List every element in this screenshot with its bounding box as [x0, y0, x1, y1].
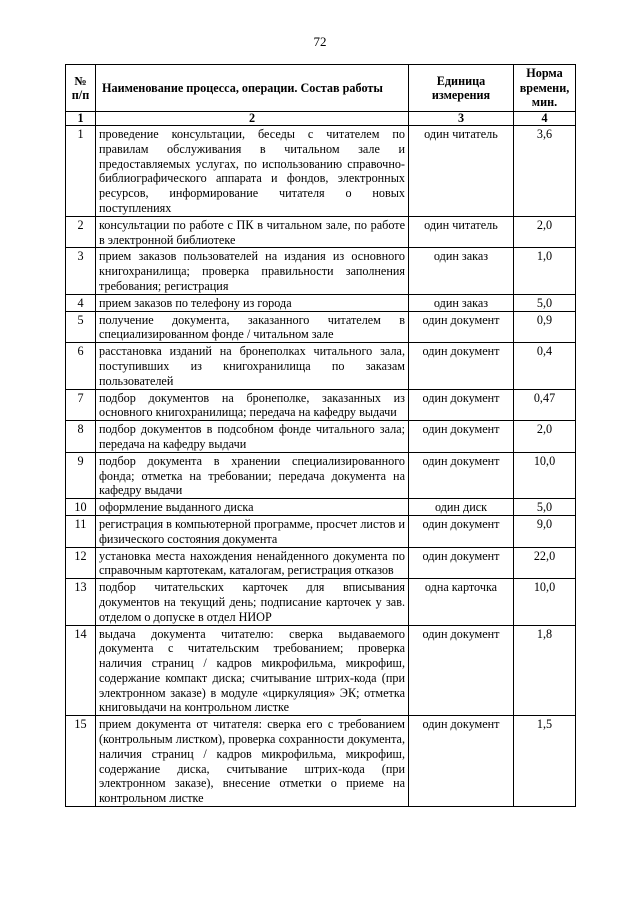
- table-row: [66, 126, 576, 217]
- row-norm: 1,0: [514, 248, 576, 294]
- column-number: 1: [66, 112, 96, 126]
- row-process-text: получение документа, заказанного читателем в специализированном фонде / читальном зале: [96, 311, 409, 343]
- row-number: 3: [66, 248, 96, 294]
- row-process-text: прием заказов пользователей на издания из основного книгохранилища; проверка правильности заполнения требования; регистрация: [96, 248, 409, 294]
- row-norm: 10,0: [514, 452, 576, 498]
- norms-table: [65, 64, 576, 807]
- row-norm: 0,4: [514, 343, 576, 389]
- row-norm: 2,0: [514, 216, 576, 248]
- row-number: 13: [66, 579, 96, 625]
- row-unit: один документ: [409, 515, 514, 547]
- row-unit: один документ: [409, 547, 514, 579]
- row-process-text: прием заказов по телефону из города: [96, 294, 409, 311]
- table-row: [66, 515, 576, 547]
- row-norm: 0,47: [514, 389, 576, 421]
- row-number: 7: [66, 389, 96, 421]
- table-row: [66, 294, 576, 311]
- row-unit: один читатель: [409, 216, 514, 248]
- row-number: 8: [66, 421, 96, 453]
- row-number: 1: [66, 126, 96, 217]
- column-number: 4: [514, 112, 576, 126]
- column-number: 3: [409, 112, 514, 126]
- row-process-text: расстановка изданий на бронеполках читального зала, поступивших из книгохранилища по заказам пользователей: [96, 343, 409, 389]
- page-number: 72: [313, 34, 327, 49]
- row-unit: один документ: [409, 716, 514, 807]
- row-number: 9: [66, 452, 96, 498]
- row-process-text: проведение консультации, беседы с читателем по правилам обслуживания в читальном зале и предоставляемых услугах, по использованию справочно-библиографического аппарата и фондов, электронных ресурсов, информирование читателя о новых поступлениях: [96, 126, 409, 217]
- row-number: 14: [66, 625, 96, 716]
- row-norm: 5,0: [514, 499, 576, 516]
- row-number: 5: [66, 311, 96, 343]
- row-unit: один документ: [409, 452, 514, 498]
- column-number: 2: [96, 112, 409, 126]
- table-row: [66, 248, 576, 294]
- column-number-row: [66, 112, 576, 126]
- header-norm: Норма времени, мин.: [514, 65, 576, 112]
- row-unit: один документ: [409, 311, 514, 343]
- table-row: [66, 421, 576, 453]
- row-process-text: выдача документа читателю: сверка выдаваемого документа с читательским требованием; проверка наличия страниц / кадров микрофильма, микрофиш, содержание компакт диска; считывание штрих-кода (при электронном заказе) в модуле «циркуляция» ЭК; отметка книговыдачи на контрольном листке: [96, 625, 409, 716]
- table-row: [66, 547, 576, 579]
- row-norm: 2,0: [514, 421, 576, 453]
- header-name: Наименование процесса, операции. Состав работы: [96, 65, 409, 112]
- row-unit: один документ: [409, 389, 514, 421]
- row-number: 2: [66, 216, 96, 248]
- table-header-row: [66, 65, 576, 112]
- row-norm: 10,0: [514, 579, 576, 625]
- row-norm: 0,9: [514, 311, 576, 343]
- table-row: [66, 452, 576, 498]
- table-row: [66, 579, 576, 625]
- table-row: [66, 716, 576, 807]
- row-process-text: оформление выданного диска: [96, 499, 409, 516]
- row-unit: один заказ: [409, 294, 514, 311]
- header-unit: Единица измерения: [409, 65, 514, 112]
- table-row: [66, 216, 576, 248]
- row-process-text: установка места нахождения ненайденного документа по справочным картотекам, каталогам, регистрация отказов: [96, 547, 409, 579]
- row-number: 10: [66, 499, 96, 516]
- row-unit: один документ: [409, 343, 514, 389]
- table-row: [66, 343, 576, 389]
- row-process-text: подбор документов на бронеполке, заказанных из основного книгохранилища; передача на кафедру выдачи: [96, 389, 409, 421]
- row-number: 11: [66, 515, 96, 547]
- row-process-text: подбор читательских карточек для вписывания документов на текущий день; подписание карточек у зав. отделом о допуске в отдел НИОР: [96, 579, 409, 625]
- row-number: 6: [66, 343, 96, 389]
- header-num: № п/п: [66, 65, 96, 112]
- row-process-text: подбор документов в подсобном фонде читального зала; передача на кафедру выдачи: [96, 421, 409, 453]
- row-unit: один читатель: [409, 126, 514, 217]
- row-norm: 22,0: [514, 547, 576, 579]
- row-unit: один заказ: [409, 248, 514, 294]
- row-process-text: консультации по работе с ПК в читальном зале, по работе в электронной библиотеке: [96, 216, 409, 248]
- row-number: 12: [66, 547, 96, 579]
- table-row: [66, 311, 576, 343]
- row-number: 4: [66, 294, 96, 311]
- row-unit: один диск: [409, 499, 514, 516]
- row-norm: 9,0: [514, 515, 576, 547]
- row-unit: одна карточка: [409, 579, 514, 625]
- row-norm: 5,0: [514, 294, 576, 311]
- table-row: [66, 389, 576, 421]
- row-norm: 1,8: [514, 625, 576, 716]
- row-unit: один документ: [409, 625, 514, 716]
- row-process-text: подбор документа в хранении специализированного фонда; отметка на требовании; передача документа на кафедру выдачи: [96, 452, 409, 498]
- row-norm: 1,5: [514, 716, 576, 807]
- table-row: [66, 499, 576, 516]
- table-row: [66, 625, 576, 716]
- row-process-text: регистрация в компьютерной программе, просчет листов и физического состояния документа: [96, 515, 409, 547]
- row-number: 15: [66, 716, 96, 807]
- row-process-text: прием документа от читателя: сверка его с требованием (контрольным листком), проверка сохранности документа, наличия страниц / кадров микрофильма, микрофиш, содержание диска, считывание штрих-кода (при электронном заказе), внесение отметки о приеме на контрольном листке: [96, 716, 409, 807]
- row-norm: 3,6: [514, 126, 576, 217]
- row-unit: один документ: [409, 421, 514, 453]
